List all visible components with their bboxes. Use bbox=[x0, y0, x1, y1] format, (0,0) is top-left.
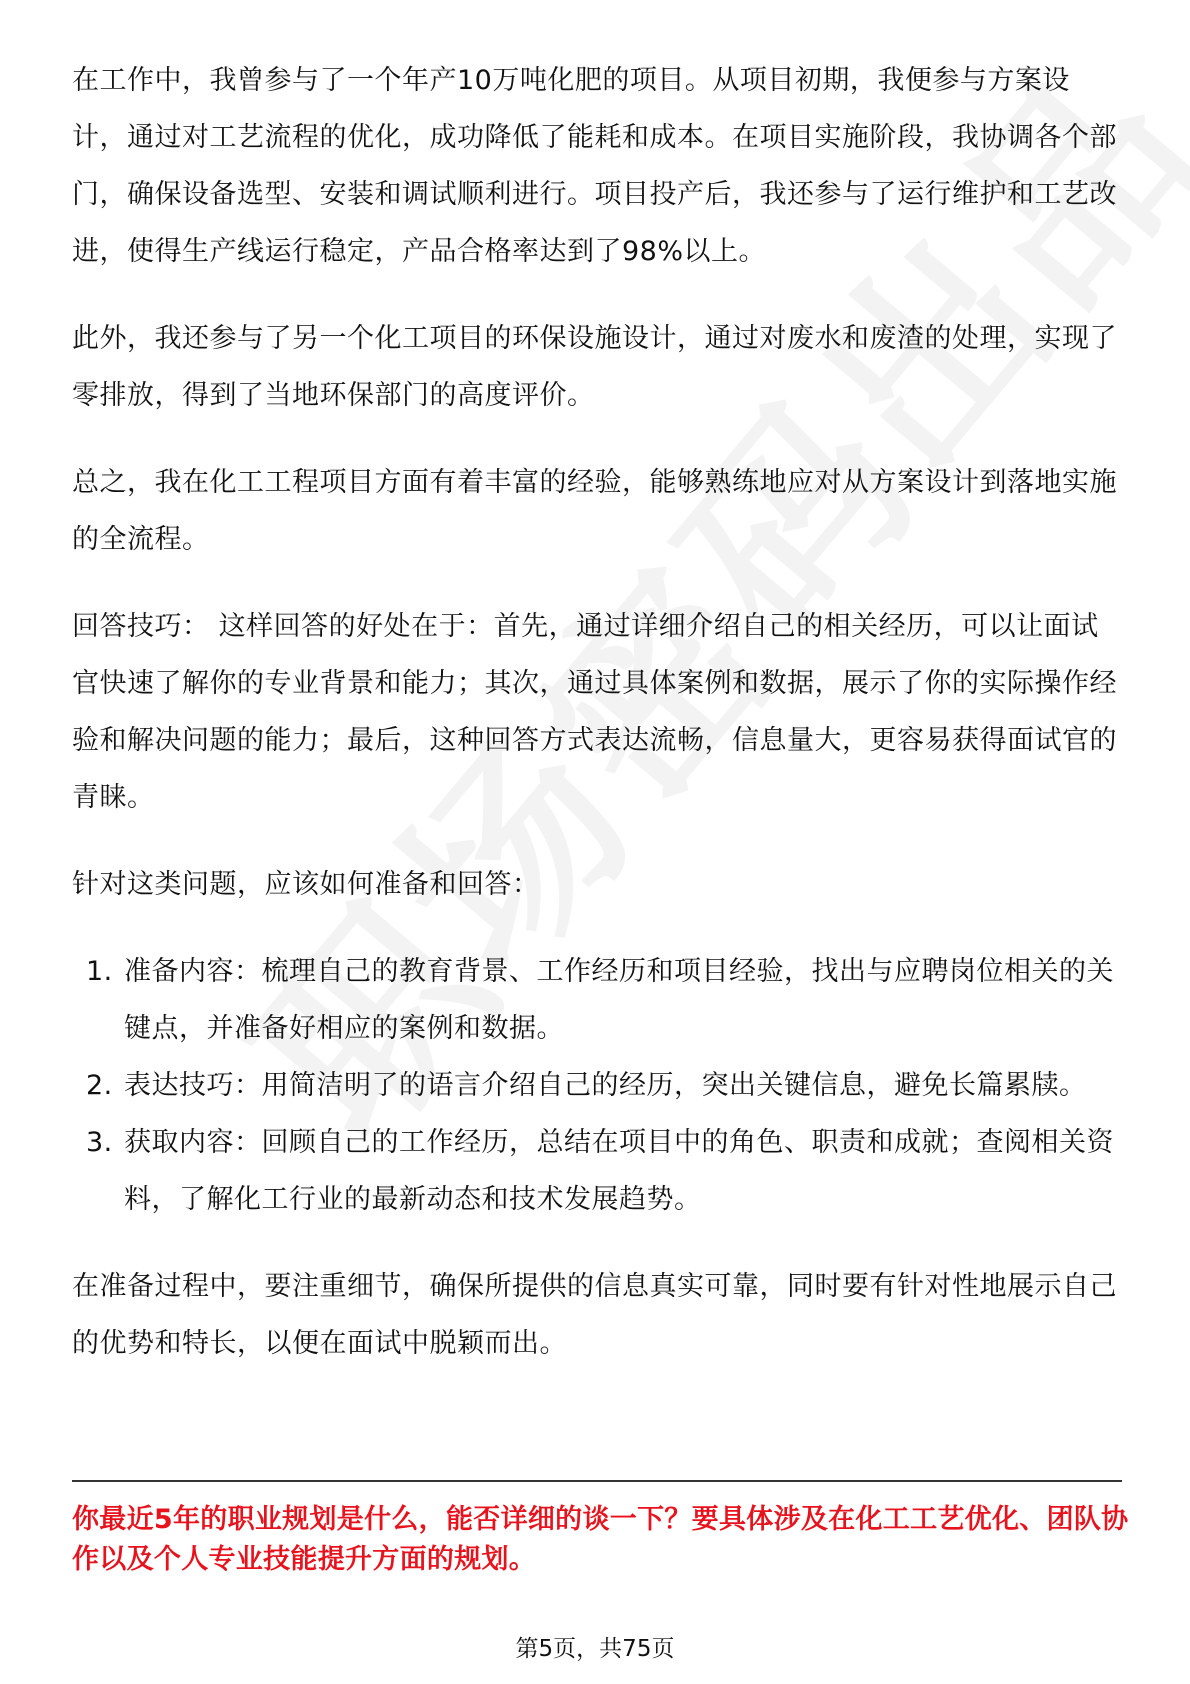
paragraph-environmental-project: 此外，我还参与了另一个化工项目的环保设施设计，通过对废水和废渣的处理，实现了零排放，得到了当地环保部门的高度评价。 bbox=[72, 323, 1117, 411]
list-item-number: 1. bbox=[86, 956, 113, 987]
preparation-list bbox=[72, 943, 1122, 1228]
paragraph-answer-tips: 回答技巧： 这样回答的好处在于：首先，通过详细介绍自己的相关经历，可以让面试官快速了解你的专业背景和能力；其次，通过具体案例和数据，展示了你的实际操作经验和解决问题的能力；最后，这种回答方式表达流畅，信息量大，更容易获得面试官的青睐。 bbox=[72, 611, 1117, 813]
page-number-footer: 第5页，共75页 bbox=[515, 1636, 675, 1662]
paragraph-project-experience: 在工作中，我曾参与了一个年产10万吨化肥的项目。从项目初期，我便参与方案设计，通过对工艺流程的优化，成功降低了能耗和成本。在项目实施阶段，我协调各个部门，确保设备选型、安装和调试顺利进行。项目投产后，我还参与了运行维护和工艺改进，使得生产线运行稳定，产品合格率达到了98%以上。 bbox=[72, 65, 1117, 267]
list-item bbox=[72, 943, 1122, 1057]
list-item-text: 表达技巧：用简洁明了的语言介绍自己的经历，突出关键信息，避免长篇累牍。 bbox=[124, 1070, 1087, 1101]
list-item-text: 准备内容：梳理自己的教育背景、工作经历和项目经验，找出与应聘岗位相关的关键点，并准备好相应的案例和数据。 bbox=[124, 956, 1114, 1044]
next-question-heading: 你最近5年的职业规划是什么，能否详细的谈一下？要具体涉及在化工工艺优化、团队协作以及个人专业技能提升方面的规划。 bbox=[72, 1504, 1129, 1575]
list-item-text: 获取内容：回顾自己的工作经历，总结在项目中的角色、职责和成就；查阅相关资料，了解化工行业的最新动态和技术发展趋势。 bbox=[124, 1127, 1114, 1215]
list-item-number: 3. bbox=[86, 1127, 113, 1158]
list-item bbox=[72, 1114, 1122, 1228]
paragraph-closing: 在准备过程中，要注重细节，确保所提供的信息真实可靠，同时要有针对性地展示自己的优势和特长，以便在面试中脱颖而出。 bbox=[72, 1271, 1117, 1359]
paragraph-summary: 总之，我在化工工程项目方面有着丰富的经验，能够熟练地应对从方案设计到落地实施的全流程。 bbox=[72, 467, 1117, 555]
document-body bbox=[72, 52, 1122, 1402]
list-item-number: 2. bbox=[86, 1070, 113, 1101]
list-item bbox=[72, 1057, 1122, 1114]
paragraph-preparation-intro: 针对这类问题，应该如何准备和回答： bbox=[72, 869, 540, 900]
section-divider bbox=[72, 1480, 1122, 1482]
